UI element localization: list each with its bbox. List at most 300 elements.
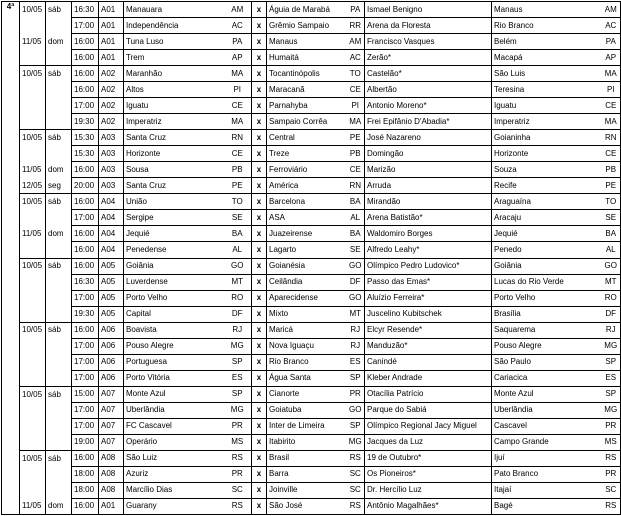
away-team-cell: Lagarto <box>267 242 347 258</box>
away-state-cell: RJ <box>347 338 365 354</box>
versus-cell: x <box>252 226 267 242</box>
table-row <box>2 290 621 306</box>
away-state-cell: RR <box>347 18 365 34</box>
date-cell: 10/05 <box>20 386 46 402</box>
time-cell: 19:00 <box>72 434 99 450</box>
versus-cell: x <box>252 466 267 482</box>
time-cell: 16:00 <box>72 226 99 242</box>
city-cell: São Paulo <box>492 354 602 370</box>
away-team-cell: Água Santa <box>267 370 347 386</box>
time-cell: 16:00 <box>72 162 99 178</box>
time-cell: 17:00 <box>72 18 99 34</box>
city-state-cell: CE <box>602 146 621 162</box>
day-cell <box>46 290 72 306</box>
versus-cell: x <box>252 482 267 498</box>
date-cell: 11/05 <box>20 162 46 178</box>
table-row <box>2 2 621 18</box>
stadium-cell: José Nazareno <box>365 130 492 146</box>
away-state-cell: PB <box>347 146 365 162</box>
away-state-cell: SP <box>347 418 365 434</box>
city-state-cell: AM <box>602 2 621 18</box>
day-cell <box>46 434 72 450</box>
time-cell: 16:00 <box>72 194 99 210</box>
away-state-cell: RN <box>347 178 365 194</box>
versus-cell: x <box>252 194 267 210</box>
away-team-cell: Parnahyba <box>267 98 347 114</box>
group-cell: A01 <box>99 50 124 66</box>
city-cell: Ijuí <box>492 450 602 466</box>
away-team-cell: Brasil <box>267 450 347 466</box>
home-team-cell: Jequié <box>124 226 224 242</box>
city-state-cell: PR <box>602 418 621 434</box>
city-cell: Monte Azul <box>492 386 602 402</box>
away-state-cell: RJ <box>347 322 365 338</box>
day-cell: sáb <box>46 386 72 402</box>
away-team-cell: Barcelona <box>267 194 347 210</box>
group-cell: A06 <box>99 370 124 386</box>
date-cell: 12/05 <box>20 178 46 194</box>
group-cell: A01 <box>99 34 124 50</box>
versus-cell: x <box>252 498 267 514</box>
home-team-cell: Imperatriz <box>124 114 224 130</box>
time-cell: 15:30 <box>72 130 99 146</box>
city-cell: Cariacica <box>492 370 602 386</box>
home-state-cell: RS <box>224 498 252 514</box>
stadium-cell: Olímpico Regional Jacy Miguel <box>365 418 492 434</box>
city-cell: Itajaí <box>492 482 602 498</box>
city-cell: Campo Grande <box>492 434 602 450</box>
city-state-cell: SE <box>602 210 621 226</box>
home-team-cell: Santa Cruz <box>124 130 224 146</box>
city-cell: Lucas do Rio Verde <box>492 274 602 290</box>
group-cell: A01 <box>99 2 124 18</box>
time-cell: 16:00 <box>72 82 99 98</box>
city-state-cell: AC <box>602 18 621 34</box>
away-team-cell: São José <box>267 498 347 514</box>
city-state-cell: CE <box>602 98 621 114</box>
versus-cell: x <box>252 386 267 402</box>
city-cell: Aracaju <box>492 210 602 226</box>
city-state-cell: SP <box>602 354 621 370</box>
time-cell: 19:30 <box>72 114 99 130</box>
away-team-cell: Juazeirense <box>267 226 347 242</box>
group-cell: A06 <box>99 338 124 354</box>
away-team-cell: Grêmio Sampaio <box>267 18 347 34</box>
group-cell: A07 <box>99 418 124 434</box>
table-row <box>2 354 621 370</box>
city-cell: Manaus <box>492 2 602 18</box>
home-team-cell: Trem <box>124 50 224 66</box>
stadium-cell: Mirandão <box>365 194 492 210</box>
day-cell <box>46 50 72 66</box>
home-team-cell: União <box>124 194 224 210</box>
away-team-cell: Joinville <box>267 482 347 498</box>
versus-cell: x <box>252 210 267 226</box>
city-state-cell: ES <box>602 370 621 386</box>
time-cell: 17:00 <box>72 210 99 226</box>
city-cell: Belém <box>492 34 602 50</box>
table-row <box>2 418 621 434</box>
stadium-cell: Antônio Magalhães* <box>365 498 492 514</box>
away-team-cell: Maricá <box>267 322 347 338</box>
home-state-cell: RN <box>224 130 252 146</box>
date-cell: 10/05 <box>20 450 46 466</box>
group-cell: A08 <box>99 482 124 498</box>
home-state-cell: PI <box>224 82 252 98</box>
away-team-cell: Cianorte <box>267 386 347 402</box>
group-cell: A02 <box>99 114 124 130</box>
away-team-cell: Sampaio Corrêa <box>267 114 347 130</box>
group-cell: A05 <box>99 306 124 322</box>
city-state-cell: GO <box>602 258 621 274</box>
city-state-cell: RN <box>602 130 621 146</box>
away-team-cell: Manaus <box>267 34 347 50</box>
time-cell: 17:00 <box>72 402 99 418</box>
date-cell: 10/05 <box>20 258 46 274</box>
group-cell: A05 <box>99 258 124 274</box>
home-state-cell: SP <box>224 386 252 402</box>
home-team-cell: São Luiz <box>124 450 224 466</box>
stadium-cell: Zerão* <box>365 50 492 66</box>
home-team-cell: Guarany <box>124 498 224 514</box>
away-state-cell: AC <box>347 50 365 66</box>
away-team-cell: Mixto <box>267 306 347 322</box>
day-cell: dom <box>46 34 72 50</box>
city-cell: Goiânia <box>492 258 602 274</box>
city-cell: Rio Branco <box>492 18 602 34</box>
day-cell: sáb <box>46 66 72 82</box>
city-cell: Porto Velho <box>492 290 602 306</box>
away-team-cell: América <box>267 178 347 194</box>
time-cell: 17:00 <box>72 98 99 114</box>
versus-cell: x <box>252 418 267 434</box>
date-cell <box>20 338 46 354</box>
away-team-cell: Humaitá <box>267 50 347 66</box>
stadium-cell: Passo das Emas* <box>365 274 492 290</box>
date-cell <box>20 18 46 34</box>
home-team-cell: Iguatu <box>124 98 224 114</box>
date-cell <box>20 466 46 482</box>
city-state-cell: RS <box>602 450 621 466</box>
time-cell: 17:00 <box>72 418 99 434</box>
date-cell <box>20 82 46 98</box>
stadium-cell: Dr. Hercílio Luz <box>365 482 492 498</box>
city-state-cell: PR <box>602 466 621 482</box>
time-cell: 18:00 <box>72 466 99 482</box>
day-cell <box>46 18 72 34</box>
home-team-cell: Santa Cruz <box>124 178 224 194</box>
away-state-cell: MA <box>347 114 365 130</box>
table-row <box>2 226 621 242</box>
table-row <box>2 306 621 322</box>
table-row <box>2 386 621 402</box>
city-state-cell: SP <box>602 386 621 402</box>
home-team-cell: FC Cascavel <box>124 418 224 434</box>
home-state-cell: MG <box>224 402 252 418</box>
table-row <box>2 98 621 114</box>
versus-cell: x <box>252 2 267 18</box>
group-cell: A02 <box>99 98 124 114</box>
home-team-cell: Boavista <box>124 322 224 338</box>
table-row <box>2 274 621 290</box>
stadium-cell: Kleber Andrade <box>365 370 492 386</box>
table-row <box>2 370 621 386</box>
city-state-cell: MT <box>602 274 621 290</box>
day-cell <box>46 242 72 258</box>
day-cell: sáb <box>46 322 72 338</box>
home-state-cell: CE <box>224 98 252 114</box>
group-cell: A05 <box>99 290 124 306</box>
time-cell: 16:00 <box>72 242 99 258</box>
day-cell: sáb <box>46 130 72 146</box>
home-team-cell: Porto Velho <box>124 290 224 306</box>
day-cell: sáb <box>46 450 72 466</box>
away-team-cell: Central <box>267 130 347 146</box>
versus-cell: x <box>252 370 267 386</box>
home-team-cell: Uberlândia <box>124 402 224 418</box>
versus-cell: x <box>252 306 267 322</box>
day-cell <box>46 306 72 322</box>
stadium-cell: Manduzão* <box>365 338 492 354</box>
city-cell: Souza <box>492 162 602 178</box>
time-cell: 18:00 <box>72 482 99 498</box>
day-cell <box>46 354 72 370</box>
away-state-cell: RS <box>347 498 365 514</box>
stadium-cell: Domingão <box>365 146 492 162</box>
away-team-cell: Inter de Limeira <box>267 418 347 434</box>
home-team-cell: Luverdense <box>124 274 224 290</box>
time-cell: 15:00 <box>72 386 99 402</box>
table-row <box>2 258 621 274</box>
city-state-cell: DF <box>602 306 621 322</box>
city-state-cell: AL <box>602 242 621 258</box>
city-state-cell: RJ <box>602 322 621 338</box>
home-team-cell: Operário <box>124 434 224 450</box>
day-cell <box>46 114 72 130</box>
time-cell: 16:00 <box>72 34 99 50</box>
versus-cell: x <box>252 242 267 258</box>
table-row <box>2 50 621 66</box>
stadium-cell: Francisco Vasques <box>365 34 492 50</box>
stadium-cell: Antonio Moreno* <box>365 98 492 114</box>
table-row <box>2 466 621 482</box>
stadium-cell: Elcyr Resende* <box>365 322 492 338</box>
versus-cell: x <box>252 162 267 178</box>
table-row <box>2 66 621 82</box>
home-state-cell: RJ <box>224 322 252 338</box>
away-state-cell: MG <box>347 434 365 450</box>
away-team-cell: Itabirito <box>267 434 347 450</box>
day-cell: dom <box>46 226 72 242</box>
time-cell: 17:00 <box>72 290 99 306</box>
stadium-cell: Os Pioneiros* <box>365 466 492 482</box>
date-cell <box>20 98 46 114</box>
day-cell <box>46 210 72 226</box>
city-cell: Saquarema <box>492 322 602 338</box>
city-state-cell: AP <box>602 50 621 66</box>
group-cell: A07 <box>99 386 124 402</box>
group-cell: A04 <box>99 194 124 210</box>
home-state-cell: PE <box>224 178 252 194</box>
home-state-cell: PA <box>224 34 252 50</box>
away-state-cell: SC <box>347 466 365 482</box>
away-team-cell: Ceilândia <box>267 274 347 290</box>
time-cell: 16:00 <box>72 498 99 514</box>
versus-cell: x <box>252 66 267 82</box>
away-state-cell: DF <box>347 274 365 290</box>
away-state-cell: AM <box>347 34 365 50</box>
day-cell: sáb <box>46 2 72 18</box>
day-cell: dom <box>46 162 72 178</box>
time-cell: 19:30 <box>72 306 99 322</box>
home-state-cell: ES <box>224 370 252 386</box>
city-state-cell: MG <box>602 402 621 418</box>
home-state-cell: MS <box>224 434 252 450</box>
home-state-cell: SE <box>224 210 252 226</box>
away-team-cell: Goiatuba <box>267 402 347 418</box>
city-state-cell: TO <box>602 194 621 210</box>
home-state-cell: AP <box>224 50 252 66</box>
home-state-cell: MT <box>224 274 252 290</box>
city-cell: Pouso Alegre <box>492 338 602 354</box>
date-cell <box>20 418 46 434</box>
day-cell <box>46 146 72 162</box>
day-cell <box>46 418 72 434</box>
table-row <box>2 434 621 450</box>
away-state-cell: PR <box>347 386 365 402</box>
city-cell: Bagé <box>492 498 602 514</box>
city-cell: Penedo <box>492 242 602 258</box>
date-cell <box>20 210 46 226</box>
time-cell: 20:00 <box>72 178 99 194</box>
date-cell <box>20 274 46 290</box>
away-state-cell: SP <box>347 370 365 386</box>
date-cell <box>20 482 46 498</box>
away-state-cell: PE <box>347 130 365 146</box>
away-state-cell: GO <box>347 258 365 274</box>
time-cell: 17:00 <box>72 354 99 370</box>
date-cell: 10/05 <box>20 194 46 210</box>
day-cell <box>46 370 72 386</box>
day-cell: seg <box>46 178 72 194</box>
group-cell: A04 <box>99 226 124 242</box>
stadium-cell: Jacques da Luz <box>365 434 492 450</box>
stadium-cell: Alfredo Leahy* <box>365 242 492 258</box>
time-cell: 16:00 <box>72 258 99 274</box>
table-row <box>2 82 621 98</box>
away-team-cell: Goianésia <box>267 258 347 274</box>
table-row <box>2 162 621 178</box>
away-state-cell: CE <box>347 162 365 178</box>
versus-cell: x <box>252 34 267 50</box>
city-cell: Cascavel <box>492 418 602 434</box>
versus-cell: x <box>252 274 267 290</box>
city-cell: Iguatu <box>492 98 602 114</box>
home-team-cell: Goiânia <box>124 258 224 274</box>
city-state-cell: PA <box>602 34 621 50</box>
date-cell <box>20 434 46 450</box>
city-cell: Goianinha <box>492 130 602 146</box>
table-row <box>2 34 621 50</box>
away-state-cell: BA <box>347 226 365 242</box>
home-team-cell: Capital <box>124 306 224 322</box>
date-cell: 10/05 <box>20 130 46 146</box>
away-team-cell: Barra <box>267 466 347 482</box>
table-row <box>2 194 621 210</box>
away-state-cell: CE <box>347 82 365 98</box>
city-state-cell: MG <box>602 338 621 354</box>
table-row <box>2 482 621 498</box>
away-team-cell: Águia de Marabá <box>267 2 347 18</box>
group-cell: A07 <box>99 402 124 418</box>
table-row <box>2 18 621 34</box>
home-team-cell: Horizonte <box>124 146 224 162</box>
city-state-cell: PB <box>602 162 621 178</box>
stadium-cell: Aluízio Ferreira* <box>365 290 492 306</box>
time-cell: 16:30 <box>72 2 99 18</box>
home-state-cell: MA <box>224 114 252 130</box>
group-cell: A03 <box>99 178 124 194</box>
versus-cell: x <box>252 18 267 34</box>
stadium-cell: Ismael Benigno <box>365 2 492 18</box>
home-team-cell: Marcílio Dias <box>124 482 224 498</box>
table-row <box>2 130 621 146</box>
day-cell: sáb <box>46 194 72 210</box>
city-state-cell: PI <box>602 82 621 98</box>
versus-cell: x <box>252 82 267 98</box>
home-team-cell: Tuna Luso <box>124 34 224 50</box>
home-state-cell: AL <box>224 242 252 258</box>
table-row <box>2 450 621 466</box>
date-cell: 11/05 <box>20 34 46 50</box>
stadium-cell: Frei Epifânio D'Abadia* <box>365 114 492 130</box>
city-cell: Horizonte <box>492 146 602 162</box>
date-cell <box>20 306 46 322</box>
home-state-cell: CE <box>224 146 252 162</box>
versus-cell: x <box>252 402 267 418</box>
versus-cell: x <box>252 130 267 146</box>
group-cell: A04 <box>99 210 124 226</box>
day-cell <box>46 338 72 354</box>
table-row <box>2 178 621 194</box>
group-cell: A03 <box>99 162 124 178</box>
home-team-cell: Azuriz <box>124 466 224 482</box>
stadium-cell: Arena da Floresta <box>365 18 492 34</box>
versus-cell: x <box>252 434 267 450</box>
schedule-table <box>1 1 621 515</box>
versus-cell: x <box>252 98 267 114</box>
home-state-cell: MA <box>224 66 252 82</box>
home-team-cell: Pouso Alegre <box>124 338 224 354</box>
versus-cell: x <box>252 146 267 162</box>
time-cell: 16:30 <box>72 274 99 290</box>
day-cell: dom <box>46 498 72 514</box>
away-team-cell: Treze <box>267 146 347 162</box>
date-cell <box>20 114 46 130</box>
versus-cell: x <box>252 354 267 370</box>
home-state-cell: AM <box>224 2 252 18</box>
home-team-cell: Manauara <box>124 2 224 18</box>
date-cell: 11/05 <box>20 226 46 242</box>
home-state-cell: MG <box>224 338 252 354</box>
home-team-cell: Monte Azul <box>124 386 224 402</box>
date-cell <box>20 290 46 306</box>
home-team-cell: Sergipe <box>124 210 224 226</box>
city-cell: Recife <box>492 178 602 194</box>
day-cell <box>46 274 72 290</box>
group-cell: A06 <box>99 322 124 338</box>
home-state-cell: AC <box>224 18 252 34</box>
